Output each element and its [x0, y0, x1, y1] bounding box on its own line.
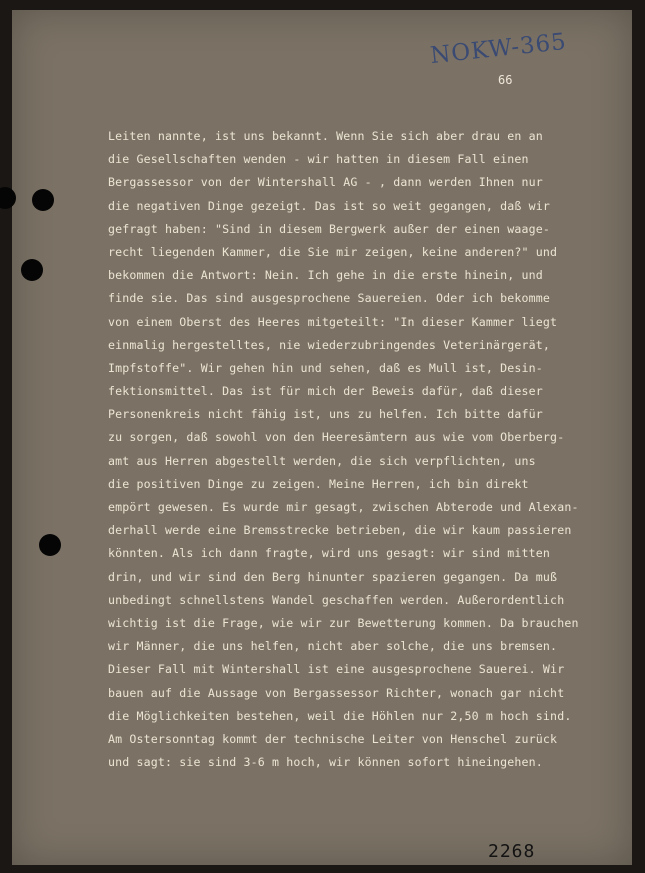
text-line: bekommen die Antwort: Nein. Ich gehe in die erste hinein, und	[108, 268, 543, 283]
text-line: bauen auf die Aussage von Bergassessor Richter, wonach gar nicht	[108, 685, 565, 700]
text-line: wichtig ist die Frage, wie wir zur Bewetterung kommen. Da brauchen	[108, 615, 579, 630]
text-line: gefragt haben: "Sind in diesem Bergwerk außer der einen waage-	[108, 221, 551, 236]
text-line: recht liegenden Kammer, die Sie mir zeigen, keine anderen?" und	[108, 244, 558, 259]
document-page	[12, 10, 632, 865]
text-line: unbedingt schnellstens Wandel geschaffen werden. Außerordentlich	[108, 592, 565, 607]
text-line: könnten. Als ich dann fragte, wird uns gesagt: wir sind mitten	[108, 546, 551, 561]
text-line: Leiten nannte, ist uns bekannt. Wenn Sie sich aber drau en an	[108, 129, 543, 143]
text-line: die Gesellschaften wenden - wir hatten in diesem Fall einen	[108, 152, 529, 167]
text-line: finde sie. Das sind ausgesprochene Sauereien. Oder ich bekomme	[108, 291, 551, 306]
text-line: einmalig hergestelltes, nie wiederzubringendes Veterinärgerät,	[108, 337, 551, 352]
punch-hole	[32, 189, 54, 211]
text-line: empört gewesen. Es wurde mir gesagt, zwischen Abterode und Alexan-	[108, 500, 579, 514]
text-line: derhall werde eine Bremsstrecke betrieben, die wir kaum passieren	[108, 523, 572, 538]
text-line: Bergassessor von der Wintershall AG - , dann werden Ihnen nur	[108, 175, 543, 190]
punch-hole	[39, 534, 61, 556]
document-body	[108, 125, 628, 774]
text-line: zu sorgen, daß sowohl von den Heeresämtern aus wie vom Oberberg-	[108, 430, 565, 445]
text-line: die negativen Dinge gezeigt. Das ist so weit gegangen, daß wir	[108, 198, 551, 213]
text-line: Impfstoffe". Wir gehen hin und sehen, daß es Mull ist, Desin-	[108, 360, 543, 375]
text-line: wir Männer, die uns helfen, nicht aber solche, die uns bremsen.	[108, 639, 558, 654]
text-line: Personenkreis nicht fähig ist, uns zu helfen. Ich bitte dafür	[108, 407, 543, 422]
page-number: 66	[498, 73, 513, 87]
text-line: drin, und wir sind den Berg hinunter spazieren gegangen. Da muß	[108, 569, 558, 584]
text-line: von einem Oberst des Heeres mitgeteilt: "In dieser Kammer liegt	[108, 314, 558, 329]
text-line: fektionsmittel. Das ist für mich der Beweis dafür, daß dieser	[108, 384, 543, 399]
text-line: amt aus Herren abgestellt werden, die sich verpflichten, uns	[108, 453, 536, 468]
text-line: Dieser Fall mit Wintershall ist eine ausgesprochene Sauerei. Wir	[108, 662, 565, 677]
text-line: und sagt: sie sind 3-6 m hoch, wir können sofort hineingehen.	[108, 755, 543, 770]
punch-hole	[21, 259, 43, 281]
text-line: die positiven Dinge zu zeigen. Meine Herren, ich bin direkt	[108, 476, 529, 491]
stamp-number: 2268	[488, 841, 536, 862]
handwritten-reference: NOKW-365	[429, 28, 568, 70]
text-line: Am Ostersonntag kommt der technische Leiter von Henschel zurück	[108, 731, 558, 746]
text-line: die Möglichkeiten bestehen, weil die Höhlen nur 2,50 m hoch sind.	[108, 708, 572, 723]
